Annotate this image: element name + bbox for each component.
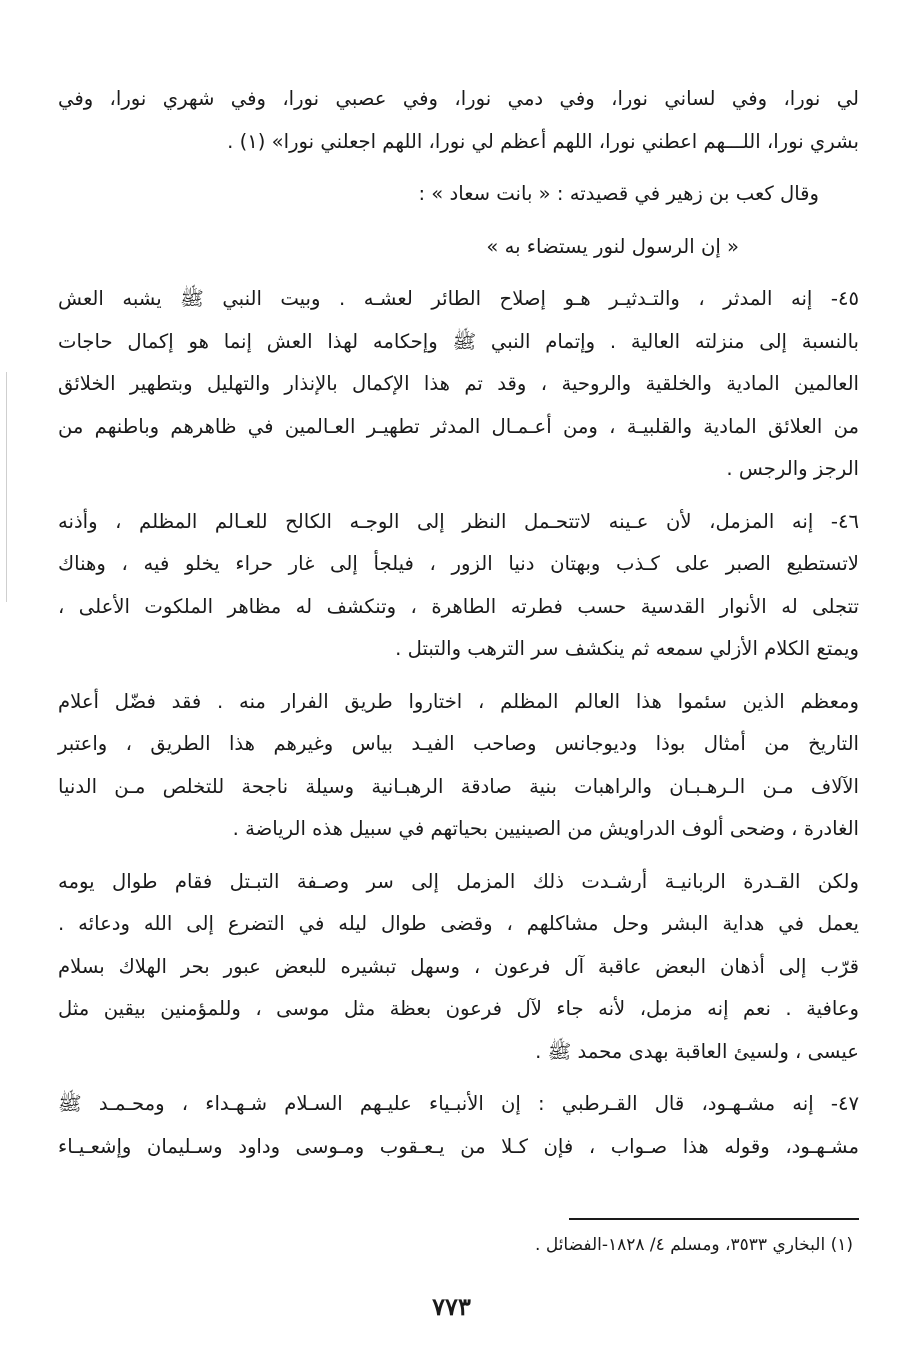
paragraph-46-muzzammil bbox=[58, 501, 859, 671]
text-line: من العلائق المادية والقلبيـة ، ومن أعـمـال المدثر تطهيـر العـالمين في ظاهرهم وباطنهم من bbox=[58, 414, 859, 438]
paragraph-hadith-light bbox=[58, 78, 859, 163]
text-line: الآلاف مـن الـرهـبـان والراهبات بنية صادقة الرهبـانية وسيلة ناجحة للتخلص مـن الدنيا bbox=[58, 774, 859, 798]
text-line: تتجلى له الأنوار القدسية حسب فطرته الطاهرة ، وتنكشف له مظاهر الملكوت الأعلى ، bbox=[58, 594, 859, 618]
text-line: « إن الرسول لنور يستضاء به » bbox=[486, 234, 739, 258]
text-line: التاريخ من أمثال بوذا وديوجانس وصاحب الفيـد بياس وغيرهم هذا الطريق ، واعتبر bbox=[58, 732, 859, 755]
text-line: الرجز والرجس . bbox=[726, 457, 859, 480]
scan-edge-line bbox=[6, 372, 7, 602]
text-line: الغادرة ، وضحى ألوف الدراويش من الصينيين بحياتهم في سبيل هذه الرياضة . bbox=[232, 817, 859, 840]
text-line: ٤٧- إنه مشـهـود، قال القـرطبي : إن الأنبـياء عليـهم السـلام شـهـداء ، ومحـمـد ﷺ bbox=[58, 1092, 859, 1115]
paragraph-kaab-intro bbox=[58, 173, 859, 216]
text-line: وعافية . نعم إنه مزمل، لأنه جاء لآل فرعون بعظة مثل موسى ، وللمؤمنين بيقين مثل bbox=[58, 997, 859, 1020]
text-line: بشري نورا، اللـــهم اعطني نورا، اللهم أعظم لي نورا، اللهم اجعلني نورا» (١) . bbox=[227, 129, 859, 153]
footnote-separator bbox=[569, 1218, 859, 1220]
paragraph-45-muddathir bbox=[58, 278, 859, 491]
paragraph-47-mashhud bbox=[58, 1083, 859, 1168]
paragraph-asceticism bbox=[58, 681, 859, 851]
text-line: يعمل في هداية البشر وحل مشاكلهم ، وقضى طوال ليله في التضرع إلى الله ودعائه . bbox=[58, 912, 859, 935]
text-line: بالنسبة إلى منزلته العالية . وإتمام النبي ﷺ وإحكامه لهذا العش إنما هو إكمال حاجات bbox=[58, 329, 859, 353]
text-line: ٤٥- إنه المدثر ، والتـدثيـر هـو إصلاح الطائر لعشـه . وبيت النبي ﷺ يشبه العش bbox=[58, 287, 859, 310]
text-line: ولكن القـدرة الربانيـة أرشـدت ذلك المزمل إلى سر وصـفة التبـتل فقام طوال يومه bbox=[58, 869, 859, 893]
text-line: مشـهـود، وقوله هذا صـواب ، فإن كـلا من يـعـقوب ومـوسى وداود وسـليمان وإشعـيـاء bbox=[58, 1134, 859, 1158]
text-line: ومعظم الذين سئموا هذا العالم المظلم ، اختاروا طريق الفرار منه . فقد فضّل أعلام bbox=[58, 689, 859, 713]
text-line: عيسى ، ولسيئ العاقبة بهدى محمد ﷺ . bbox=[535, 1039, 859, 1063]
text-line: قرّب إلى أذهان البعض عاقبة آل فرعون ، وسهل تبشيره للبعض عبور بحر الهلاك بسلام bbox=[58, 954, 859, 978]
page-number: ٧٧٣ bbox=[432, 1292, 471, 1321]
paragraph-divine-guidance bbox=[58, 861, 859, 1074]
text-line: ويمتع الكلام الأزلي سمعه ثم ينكشف سر الترهب والتبتل . bbox=[395, 637, 859, 660]
text-line: ٤٦- إنه المزمل، لأن عـينه لاتتحـمل النظر إلى الوجـه الكالح للعـالم المظلم ، وأذنه bbox=[58, 509, 859, 533]
text-line: لاتستطيع الصبر على كـذب وبهتان دنيا الزور ، فيلجأ إلى غار حراء يخلو فيه ، وهناك bbox=[58, 552, 859, 575]
text-line: وقال كعب بن زهير في قصيدته : « بانت سعاد » : bbox=[418, 182, 819, 205]
text-line: العالمين المادية والخلقية والروحية ، وقد تم هذا الإكمال بالإنذار والتهليل وبتطهير الخلائق bbox=[58, 372, 859, 395]
verse-quote bbox=[58, 226, 859, 269]
text-line: لي نورا، وفي لساني نورا، وفي دمي نورا، وفي عصبي نورا، وفي شهري نورا، وفي bbox=[58, 87, 859, 110]
footnote: (١) البخاري ٣٥٣٣، ومسلم ٤/ ١٨٢٨-الفضائل . bbox=[535, 1235, 853, 1255]
